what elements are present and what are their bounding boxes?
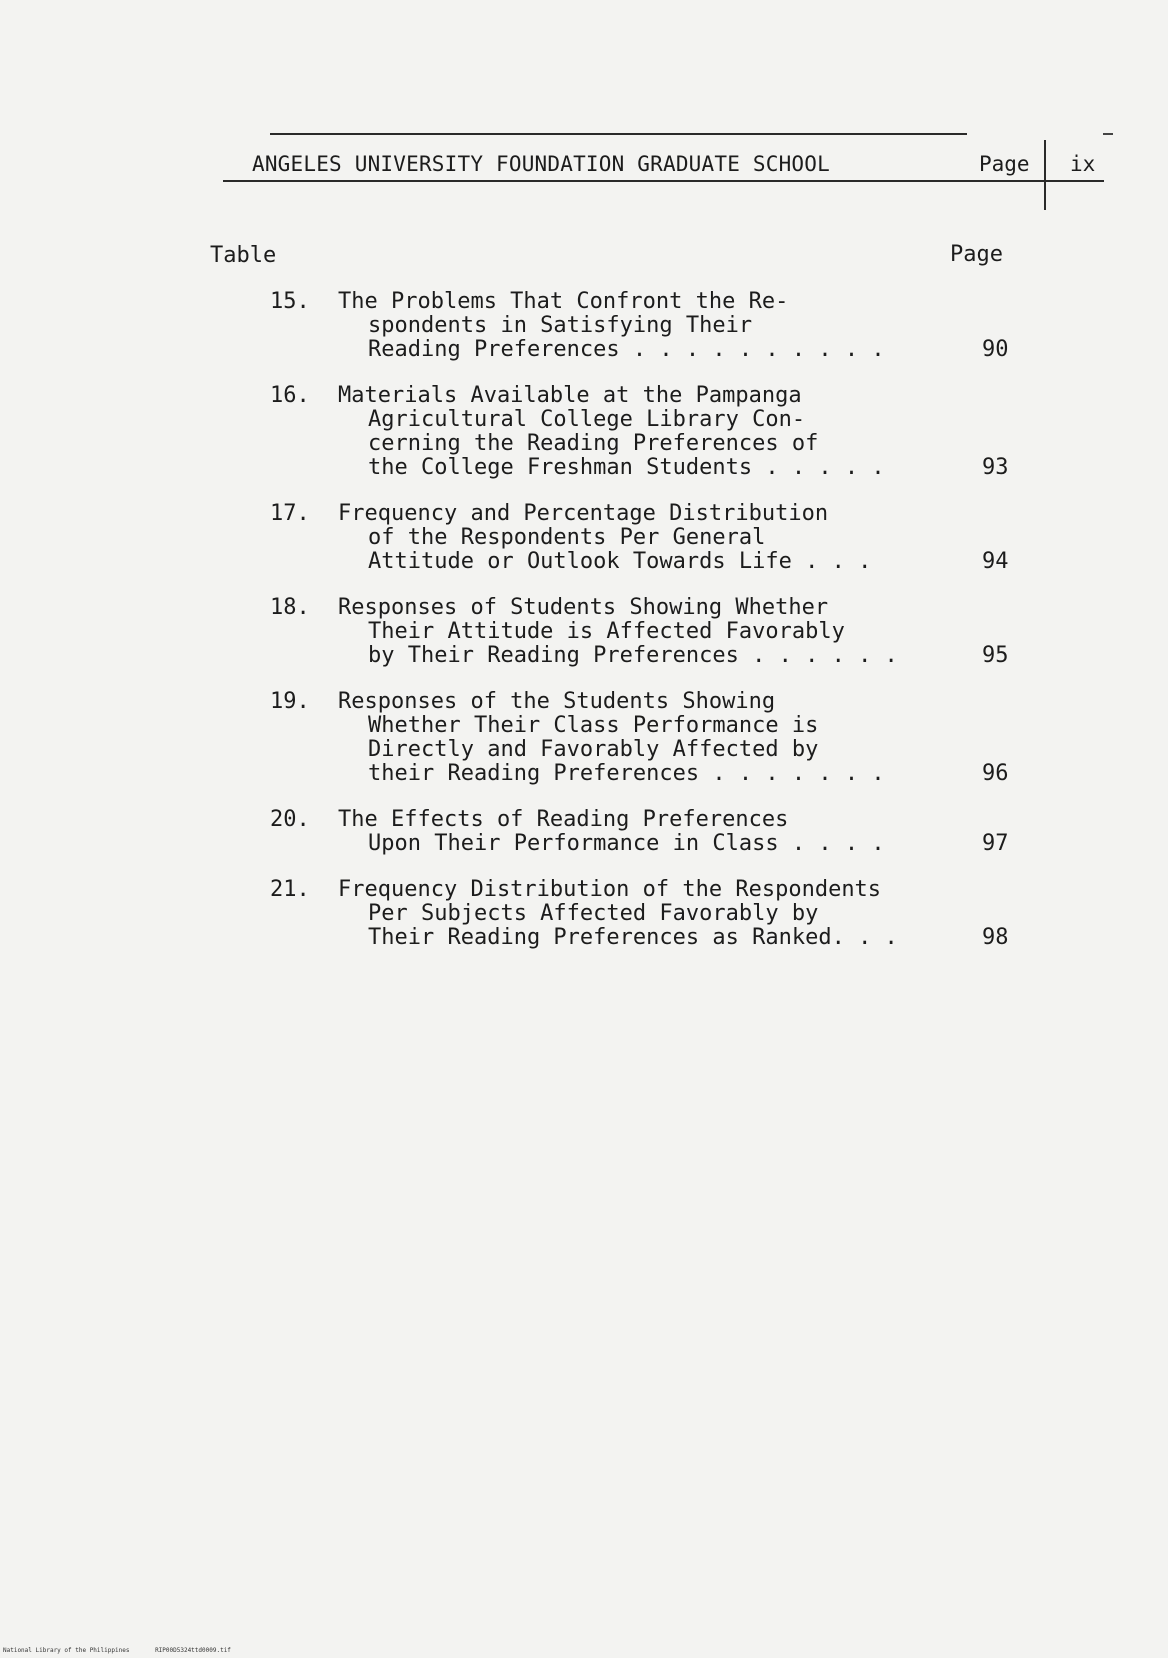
entry-title-line: Upon Their Performance in Class . . . .: [368, 831, 885, 856]
column-heading-page: Page: [950, 242, 1003, 267]
entry-page: 95: [982, 643, 1009, 668]
entry-title: [338, 690, 885, 786]
column-heading-table: Table: [210, 243, 277, 268]
entry-title-line: Responses of Students Showing Whether: [338, 595, 829, 620]
entry-title-line: Whether Their Class Performance is: [368, 713, 819, 738]
entry-number: 21.: [270, 877, 310, 902]
entry-number: 15.: [270, 289, 310, 314]
header-page-label: Page: [979, 152, 1030, 176]
entry-page: 94: [982, 549, 1009, 574]
header-page-number: ix: [1070, 152, 1096, 176]
entry-title-line: of the Respondents Per General: [368, 525, 766, 550]
entry-number: 16.: [270, 383, 310, 408]
entry-title-line: Frequency Distribution of the Respondents: [338, 877, 882, 902]
entry-page: 96: [982, 761, 1009, 786]
entry-title-line: Directly and Favorably Affected by: [368, 737, 819, 762]
entry-title-line: by Their Reading Preferences . . . . . .: [368, 643, 898, 668]
entry-title-line: spondents in Satisfying Their: [368, 313, 753, 338]
entry-page: 93: [982, 455, 1009, 480]
entry-page: 97: [982, 831, 1009, 856]
entry-title-line: The Effects of Reading Preferences: [338, 807, 789, 832]
entry-number: 19.: [270, 689, 310, 714]
entry-title-line: Agricultural College Library Con-: [368, 407, 806, 432]
entry-title: [338, 290, 885, 362]
entry-title-line: the College Freshman Students . . . . .: [368, 455, 885, 480]
entry-title-line: Attitude or Outlook Towards Life . . .: [368, 549, 872, 574]
entry-page: 90: [982, 337, 1009, 362]
entry-title: [338, 502, 871, 574]
entry-title-line: Their Attitude is Affected Favorably: [368, 619, 845, 644]
entry-title: [338, 878, 898, 950]
entry-title: [338, 596, 898, 668]
entry-title-line: cerning the Reading Preferences of: [368, 431, 819, 456]
header-title: ANGELES UNIVERSITY FOUNDATION GRADUATE SCHOOL: [252, 152, 830, 176]
entry-title: [338, 384, 885, 480]
entry-page: 98: [982, 925, 1009, 950]
entry-title-line: Reading Preferences . . . . . . . . . .: [368, 337, 885, 362]
entry-title-line: their Reading Preferences . . . . . . .: [368, 761, 885, 786]
entry-title: [338, 808, 885, 856]
entry-title-line: Frequency and Percentage Distribution: [338, 501, 829, 526]
footer-file-id: RIP00D5324ttd0009.tif: [155, 1647, 231, 1654]
entry-number: 18.: [270, 595, 310, 620]
entry-title-line: Per Subjects Affected Favorably by: [368, 901, 819, 926]
header-rule-bottom: [223, 180, 1104, 182]
header-rule-top: [270, 133, 967, 135]
entry-title-line: Materials Available at the Pampanga: [338, 383, 802, 408]
footer-library: National Library of the Philippines: [3, 1647, 130, 1654]
entry-title-line: The Problems That Confront the Re-: [338, 289, 789, 314]
entry-number: 20.: [270, 807, 310, 832]
entry-title-line: Responses of the Students Showing: [338, 689, 776, 714]
header-rule-vertical: [1044, 140, 1046, 210]
scan-footer: [3, 1647, 231, 1654]
entry-number: 17.: [270, 501, 310, 526]
entry-title-line: Their Reading Preferences as Ranked. . .: [368, 925, 898, 950]
corner-tick: [1103, 133, 1113, 135]
